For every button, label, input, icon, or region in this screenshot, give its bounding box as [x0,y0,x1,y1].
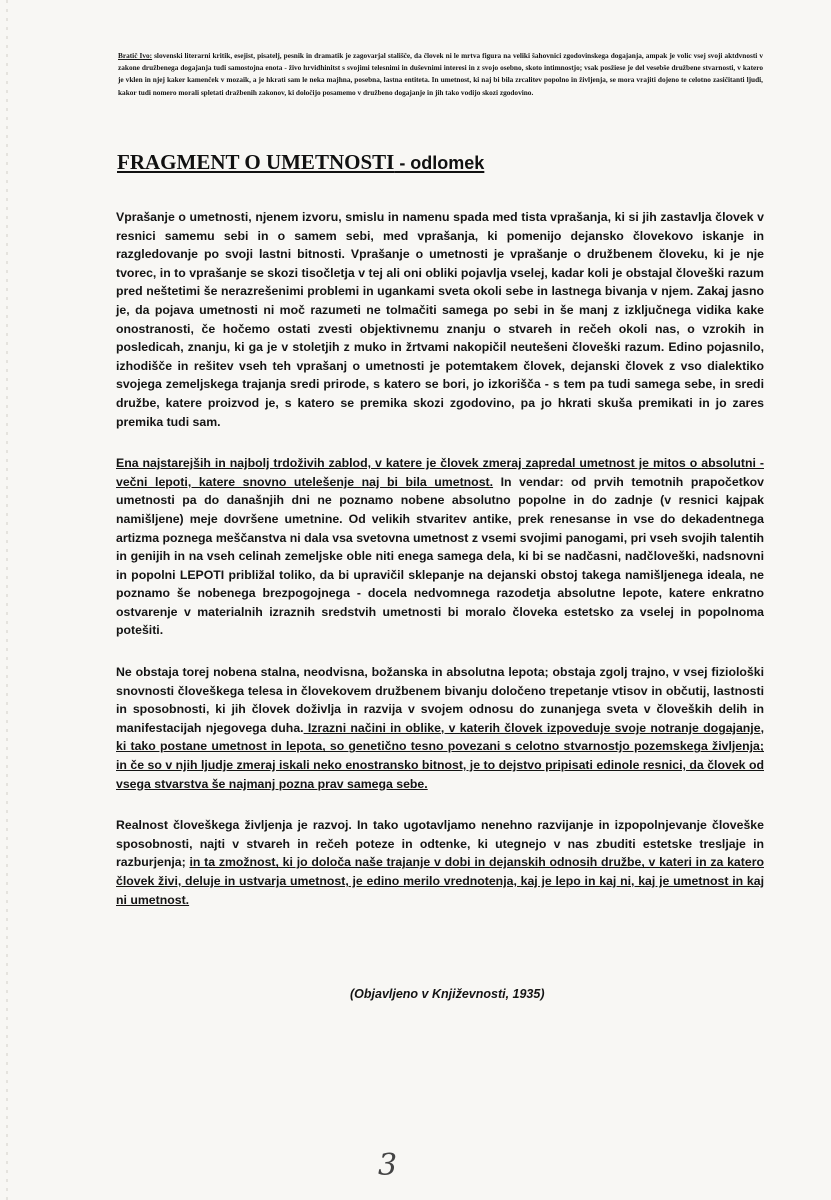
source-citation: (Objavljeno v Književnosti, 1935) [350,987,545,1001]
paragraph-4-text: Realnost človeškega življenja je razvoj. In tako ugotavljamo nenehno razvijanje in izpopolnjevanje človeške sposobnosti, najti v stvareh in rečeh poteze in odtenke, ki utegnejo v nas zbuditi estetske tresljaje in razburjenja; [116,818,764,870]
paragraph-1-text: Vprašanje o umetnosti, njenem izvoru, smislu in namenu spada med tista vprašanja, ki si jih zastavlja človek v resnici samemu sebi in o samem sebi, med vprašanja, ki pomenijo dejansko človekovo iskanje in razgledovanje po svoji lastni bitnosti. Vprašanje o umetnosti je vprašanje o družbenem človeku, ki je nje tvorec, in to vprašanje se skozi tisočletja v tej ali oni obliki pojavlja vselej, kadar koli je obstajal človeški razum pred neštetimi še nerazrešenimi problemi in ugankami sveta okoli sebe in lastnega bivanja v njem. Zakaj jasno je, da pojava umetnosti ni moč razumeti ne tolmačiti samega po sebi in še manj z izključnega vidika kake onostranosti, če hočemo ostati zvesti objektivnemu znanju o stvareh in rečeh okoli nas, o vzrokih in posledicah, znanju, ki ga je v stoletjih z muko in žrtvami nakopičil neutešeni človeški razum. Edino pojasnilo, izhodišče in rešitev vseh teh vprašanj o umetnosti je potemtakem človek, dejanski človek z vso dialektiko svojega zemeljskega trajanja sredi prirode, s katero se bori, jo izkorišča - s tem pa tudi samega sebe, in sredi družbe, katere proizvod je, s katero se premika skozi zgodovino, pa jo hkrati skuša premikati in jo zares premika tudi sam. [116,210,764,429]
title-sub: - odlomek [394,153,485,173]
paragraph-2-underlined: Ena najstarejših in najbolj trdoživih zablod, v katere je človek zmeraj zapredal umetnost je mitos o absolutni - večni lepoti, katere snovno utelešenje naj bi bila umetnost. [116,456,764,489]
title-main: FRAGMENT O UMETNOSTI [117,150,395,174]
paragraph-3-underlined: Izrazni načini in oblike, v katerih človek izpoveduje svoje notranje dogajanje, ki tako postane umetnost in lepota, so genetično tesno povezani s celotno stvarnostjo pozemskega življenja; in če so v njih ljudje zmeraj iskali neko enostransko bitnost, je to dejstvo pripisati edinole resnici, da človek od vsega stvarstva še najmanj pozna prav samega sebe. [116,720,764,791]
paragraph-3 [116,663,764,793]
author-label: Bratič Ivo: [118,51,153,60]
page-number: 3 [378,1148,398,1183]
paragraph-3-text: Ne obstaja torej nobena stalna, neodvisna, božanska in absolutna lepota; obstaja zgolj trajno, v vsej fiziološki snovnosti človeškega telesa in človekovem družbenem bivanju določeno trepetanje vtisov in občutij, lastnosti in sposobnosti, ki jih človek doživlja in razvija v svojem odnosu do zunanjega sveta v človeških delih in manifestacijah njegovega duha. [116,665,764,735]
paragraph-4 [116,816,764,909]
paragraph-4-underlined: in ta zmožnost, ki jo določa naše trajanje v dobi in dejanskih odnosih družbe, v kateri in za katero človek živi, deluje in ustvarja umetnost, je edino merilo vrednotenja, kaj je lepo in kaj ni, kaj je umetnost in kaj ni umetnost. [116,855,764,907]
essay-body [116,208,764,932]
page-title [117,148,717,177]
paragraph-1 [116,208,764,431]
scan-edge [6,0,8,1200]
author-intro [118,50,763,99]
author-intro-text: slovenski literarni kritik, esejist, pisatelj, pesnik in dramatik je zagovarjal stališče, da človek ni le mrtva figura na veliki šahovnici zgodovinskega dogajanja, ampak je volic vsej svoji aktdvnosti v zakone družbenega dogajanja tudi samostojna enota - živo hrvidhinitst s svojimi telesnimi in duševnimi interesi in z svojo osebno, skoto intimnostjo; vsak posžiese je del vesebše družbene stvarnosti, v katero je vklen in njej kaker kamenček v mozaik, a je hkrati sam le neka majhna, posebna, lastna entiteta. In umetnost, ki naj bi bila zrcalitev popolno in življenja, se mora vrajiti dojeno te celotno zasičitanti ljudi, kakor tudi nomero morali spletati dražbenih zakonov, ki določijo posamemo v družbeno dogajanje in jih tako vodijo skozi zgodovino. [118,51,763,97]
paragraph-2 [116,454,764,640]
paragraph-2-text: In vendar: od prvih temotnih prapočetkov umetnosti pa do današnjih dni ne poznamo nobene absolutno popolne in do zadnje (v resnici kajpak namišljene) meje dovršene umetnine. Od velikih stvaritev antike, prek renesanse in vse do dekadentnega artizma poznega meščanstva ni dala vsa svetovna umetnost z vsemi svojimi panogami, pri vseh svojih talentih in genijih in na vseh celinah zemeljske oble niti enega samega dela, ki bi se nadčasni, nadčloveški, nadsnovni in popolni LEPOTI približal toliko, da bi upravičil sklepanje na dejanski obstoj takega namišljenega ideala, ne poznamo še nobenega brezpogojnega - docela nedvomnega razodetja absolutne lepote, katere enkratno ostvarenje v materialnih izraznih sredstvih umetnosti bi moralo človeka estetsko za vselej in popolnoma potešiti. [116,474,765,638]
